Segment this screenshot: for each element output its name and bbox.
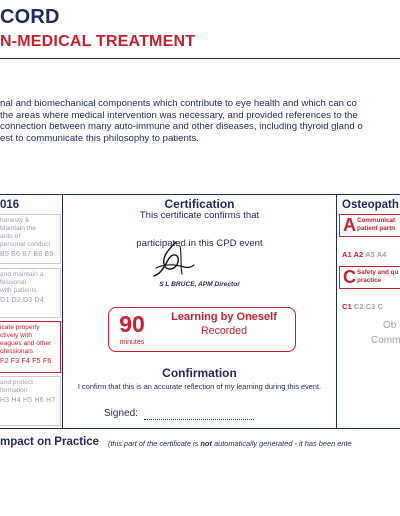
cpd-minutes-label: minutes xyxy=(119,339,145,346)
theme-text: Communicat patient partn xyxy=(357,217,396,232)
standard-codes: H3 H4 H5 H6 H7 xyxy=(0,397,56,404)
standard-text: honesty & Maintain the ards of personal conduct xyxy=(0,217,51,248)
theme-code: A3 xyxy=(365,250,375,259)
objectives-label: Ob xyxy=(383,320,397,331)
theme-code: C xyxy=(377,302,384,311)
theme-code-selected: A2 xyxy=(353,250,364,259)
signed-label: Signed: xyxy=(104,408,138,419)
page-subtitle: N-MEDICAL TREATMENT xyxy=(0,33,196,50)
theme-code: C3 xyxy=(365,302,376,311)
comments-label: Comm xyxy=(371,335,400,346)
certificate-frame-top xyxy=(0,194,400,195)
signature-line[interactable] xyxy=(144,419,254,420)
title-divider xyxy=(0,58,400,59)
cpd-summary-box xyxy=(108,307,296,352)
intro-line: the areas where medical intervention was necessary, and provided references to the xyxy=(0,109,358,121)
theme-box-c xyxy=(339,266,400,289)
certification-heading: Certification xyxy=(164,197,235,211)
theme-text: Safety and qu practice xyxy=(357,269,399,284)
certification-text: This certificate confirms that xyxy=(139,210,260,221)
standard-box-d xyxy=(0,268,61,318)
theme-box-a xyxy=(339,214,400,237)
standard-box-h xyxy=(0,376,61,426)
right-panel-heading: Osteopath xyxy=(342,199,399,211)
certificate-frame-bottom xyxy=(0,428,400,429)
intro-line: nal and biomechanical components which contribute to eye health and which can co xyxy=(0,98,357,109)
standard-box-b xyxy=(0,214,61,264)
signatory-name: S L BRUCE, APM Director xyxy=(159,281,240,288)
theme-letter: A xyxy=(343,215,356,235)
intro-paragraph xyxy=(0,98,400,144)
cpd-activity-type: Learning by Oneself xyxy=(171,311,277,323)
standard-codes: D1 D2 D3 D4 xyxy=(0,297,44,304)
confirmation-heading: Confirmation xyxy=(162,366,237,380)
left-panel-heading: 016 xyxy=(0,199,20,211)
standard-text: and protect formation xyxy=(0,379,33,394)
impact-note-prefix: (this part of the certificate is xyxy=(108,439,201,448)
certification-event-text: participated in this CPD event xyxy=(136,238,263,249)
impact-heading: mpact on Practice xyxy=(0,436,100,448)
theme-letter: C xyxy=(343,267,356,287)
theme-code-selected: A1 xyxy=(342,250,352,259)
intro-line: est to communicate this philosophy to patients. xyxy=(0,132,199,144)
confirmation-text: I confirm that this is an accurate reflection of my learning during this event. xyxy=(77,382,322,391)
cpd-minutes-value: 90 xyxy=(119,311,145,337)
director-signature xyxy=(150,240,196,280)
cpd-status: Recorded xyxy=(201,325,247,337)
impact-note-emphasis: not xyxy=(200,439,212,448)
impact-note xyxy=(108,439,352,448)
intro-line: connection between many auto-immune and other diseases, including thyroid gland o xyxy=(0,121,363,133)
left-column-divider xyxy=(62,194,63,428)
standard-text: and maintain a fessional with patients xyxy=(0,271,44,294)
theme-code-selected: C1 xyxy=(342,302,352,311)
standard-text: icate properly ctively with eagues and other ofessionals xyxy=(0,324,52,355)
standard-box-f xyxy=(0,321,61,373)
page-title: CORD xyxy=(0,6,60,28)
theme-codes-a xyxy=(342,250,386,259)
theme-codes-c xyxy=(342,302,383,311)
standard-codes: F2 F3 F4 F5 F6 xyxy=(0,358,52,365)
theme-code: C2 xyxy=(353,302,364,311)
right-column-divider xyxy=(336,194,337,428)
theme-code: A4 xyxy=(376,250,387,259)
impact-note-suffix: automatically generated - it has been ente xyxy=(211,439,352,448)
standard-codes: B5 B6 B7 B8 B9 xyxy=(0,251,54,258)
